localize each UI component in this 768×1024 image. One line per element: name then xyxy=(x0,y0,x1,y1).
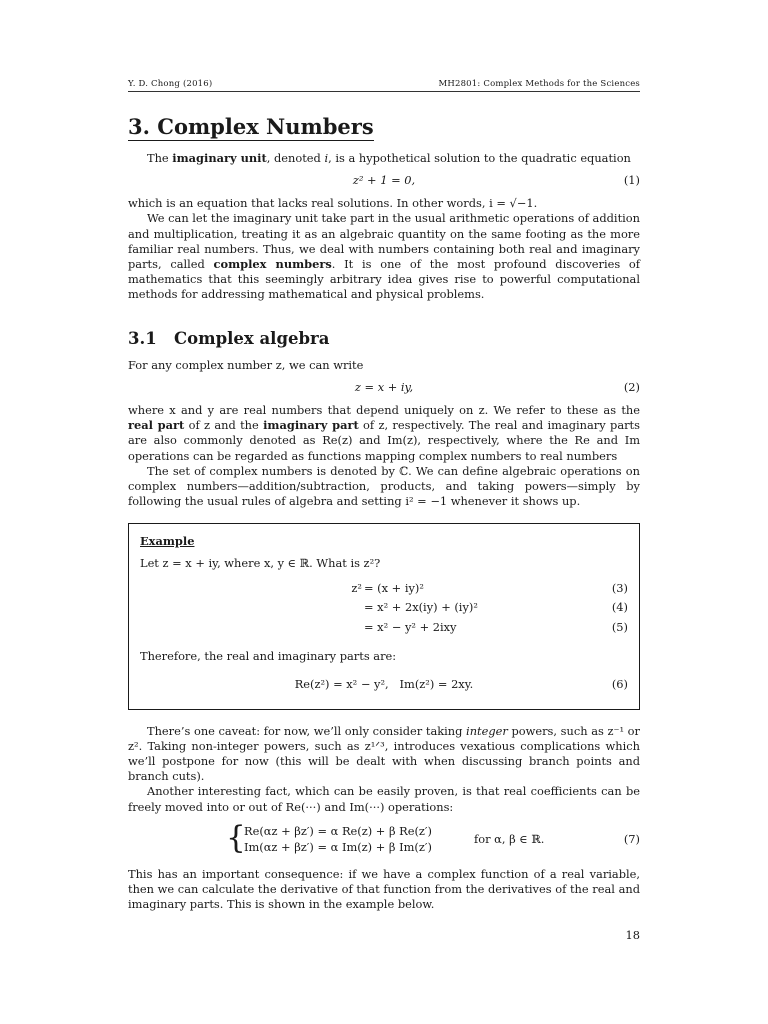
equation-7: { Re(αz + βz′) = α Re(z) + β Re(z′) Im(αz + βz′) = α Im(z) + β Im(z′) for α, β ∈ ℝ. (7) xyxy=(226,819,640,856)
equation-row: = x² − y² + 2ixy (5) xyxy=(364,619,628,634)
section-number: 3.1 xyxy=(128,328,157,348)
example-box xyxy=(128,523,640,709)
aligned-equations xyxy=(140,581,628,640)
equation-number: (4) xyxy=(611,600,628,615)
equation-number: (7) xyxy=(623,831,640,846)
example-therefore: Therefore, the real and imaginary parts are: xyxy=(140,649,397,664)
consequence-paragraph: This has an important consequence: if we have a complex function of a real variable, then we can calculate the derivative of that function from the derivatives of the real and imaginary parts. This is shown in the example below. xyxy=(128,866,640,912)
section-paragraph-2: where x and y are real numbers that depend uniquely on z. We refer to these as the real part of z and the imaginary part of z, respectively. The real and imaginary parts are also commonly denoted as Re(z) and Im(z), respectively, where the Re and Im operations can be regarded as functions mapping complex numbers to real numbers xyxy=(128,403,640,463)
section-title: Complex algebra xyxy=(174,328,330,348)
equation-number: (6) xyxy=(611,676,628,691)
coefficients-paragraph: Another interesting fact, which can be easily proven, is that real coefficients can be freely moved into or out of Re(···) and Im(···) operations: xyxy=(128,784,640,814)
intro-paragraph-3: We can let the imaginary unit take part in the usual arithmetic operations of addition and multiplication, treating it as an algebraic quantity on the same footing as the more familiar real numbers. Thus, we deal with numbers containing both real and imaginary parts, called complex numbers. It is one of the most profound discoveries of mathematics that this seemingly arbitrary idea gives rise to powerful computational methods for addressing mathematical and physical problems. xyxy=(128,211,640,302)
term-imaginary-unit: imaginary unit xyxy=(172,151,267,165)
equation-number: (1) xyxy=(623,173,640,188)
equation-2: z = x + iy, (2) xyxy=(354,380,640,395)
page-number: 18 xyxy=(625,928,640,942)
header-author: Y. D. Chong (2016) xyxy=(128,79,213,89)
header-course: MH2801: Complex Methods for the Sciences xyxy=(438,79,640,89)
term-imaginary-part: imaginary part xyxy=(263,418,359,433)
equation-number: (3) xyxy=(611,580,628,595)
section-paragraph-3: The set of complex numbers is denoted by ℂ. We can define algebraic operations on complex numbers—addition/subtraction, products, and taking powers—simply by following the usual rules of algebra and setting i² = −1 whenever it shows up. xyxy=(128,463,640,509)
intro-paragraph-1: The imaginary unit, denoted i, is a hypothetical solution to the quadratic equation xyxy=(147,151,631,165)
example-title: Example xyxy=(140,534,195,549)
term-complex-numbers: complex numbers xyxy=(213,257,332,272)
equation-row: z² = (x + iy)² (3) xyxy=(351,580,628,595)
page-content xyxy=(128,114,640,912)
chapter-title: 3. Complex Numbers xyxy=(128,114,374,139)
term-real-part: real part xyxy=(128,418,185,433)
example-question: Let z = x + iy, where x, y ∈ ℝ. What is z²? xyxy=(140,555,381,570)
section-paragraph-1: For any complex number z, we can write xyxy=(128,357,364,372)
equation-number: (2) xyxy=(623,380,640,395)
intro-paragraph-2: which is an equation that lacks real solutions. In other words, i = √−1. xyxy=(128,196,538,211)
equation-number: (5) xyxy=(611,619,628,634)
running-header xyxy=(128,79,640,92)
caveat-paragraph: There’s one caveat: for now, we’ll only consider taking integer powers, such as z⁻¹ or z². Taking non-integer powers, such as z¹ᐟ³, introduces vexatious complications which we’ll postpone for now (this will be dealt with when discussing branch points and branch cuts). xyxy=(128,723,640,784)
equation-6: Re(z²) = x² − y², Im(z²) = 2xy. (6) xyxy=(294,676,628,691)
left-brace: { xyxy=(226,819,246,856)
equation-row: = x² + 2x(iy) + (iy)² (4) xyxy=(364,600,628,615)
equation-condition: for α, β ∈ ℝ. xyxy=(474,831,545,846)
term-integer: integer xyxy=(466,723,508,738)
equation-1: z² + 1 = 0, (1) xyxy=(352,173,640,188)
section-heading xyxy=(128,328,640,348)
